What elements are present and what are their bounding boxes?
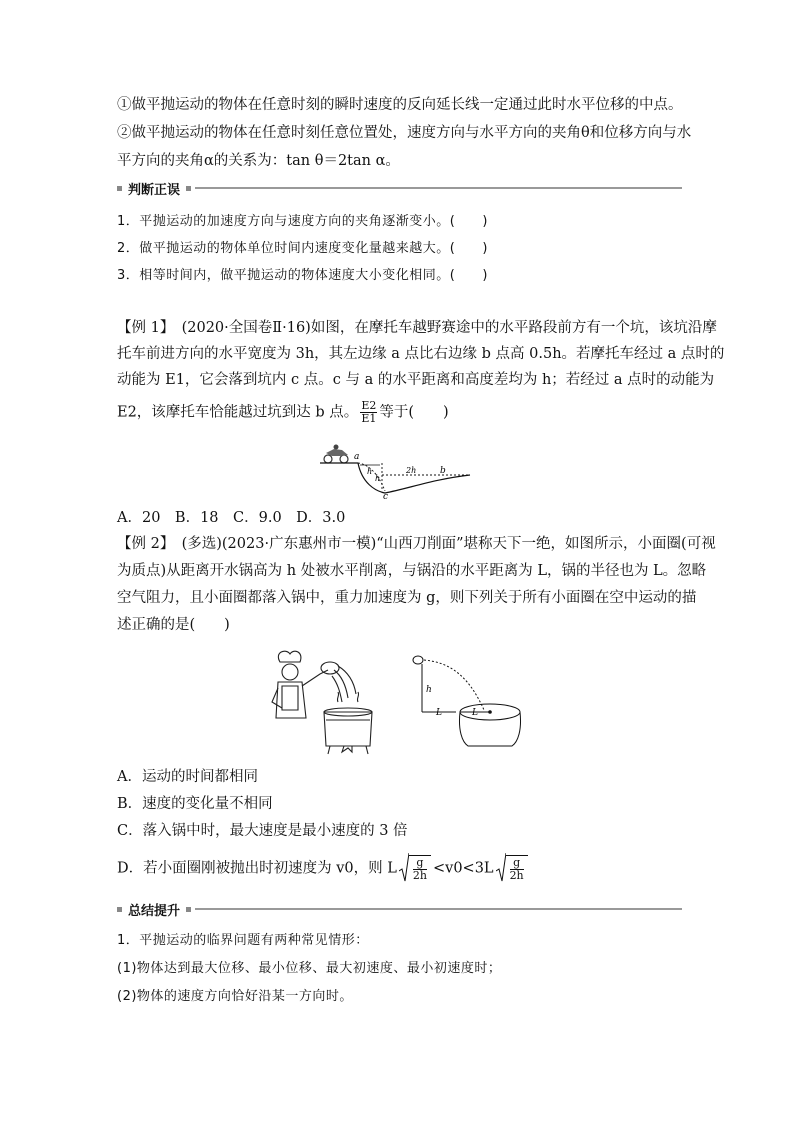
judge-item-2: 2．做平抛运动的物体单位时间内速度变化量越来越大。( ) (117, 241, 488, 256)
sqrt-denominator: 2h (509, 869, 524, 882)
section-header-judge (117, 178, 682, 198)
motorbike-icon (324, 445, 348, 464)
example1-line-1: 【例 1】 (2020·全国卷Ⅱ·16)如图，在摩托车越野赛途中的水平路段前方有一个坑，该坑沿摩 (117, 320, 717, 336)
motorbike-pit-figure (320, 443, 480, 501)
example1-line-3: 动能为 E1，它会落到坑内 c 点。c 与 a 的水平距离和高度差均为 h；若经过 a 点时的动能为 (117, 372, 715, 388)
summary-item-3: (2)物体的速度方向恰好沿某一方向时。 (117, 989, 353, 1004)
summary-item-1: 1．平抛运动的临界问题有两种常见情形： (117, 933, 369, 948)
section-rule (195, 908, 682, 910)
section-title: 判断正误 (128, 182, 181, 198)
example2-option-c: C．落入锅中时，最大速度是最小速度的 3 倍 (117, 823, 408, 839)
example2-line-1: 【例 2】 (多选)(2023·广东惠州市一模)“山西刀削面”堪称天下一绝，如图所示，小面圈(可视 (117, 536, 716, 552)
label-h: h (426, 685, 432, 695)
label-h-vertical: h (375, 474, 381, 483)
judge-item-3: 3．相等时间内，做平抛运动的物体速度大小变化相同。( ) (117, 268, 488, 283)
energy-ratio-fraction (360, 400, 377, 425)
judge-item-1: 1．平抛运动的加速度方向与速度方向的夹角逐渐变小。( ) (117, 214, 488, 229)
sqrt-expression (496, 855, 528, 882)
fraction-denominator: E1 (361, 412, 377, 425)
example1-line-4-pre: E2，该摩托车恰能越过坑到达 b 点。 (117, 404, 359, 421)
label-a: a (354, 452, 360, 462)
summary-item-2: (1)物体达到最大位移、最小位移、最大初速度、最小初速度时； (117, 961, 502, 976)
example2-option-b: B．速度的变化量不相同 (117, 796, 273, 812)
example1-line-4-post: 等于( ) (379, 404, 449, 421)
example2-line-2: 为质点)从距离开水锅高为 h 处被水平削离，与锅沿的水平距离为 L，锅的半径也为 L。忽略 (117, 563, 707, 579)
example1-options: A．20 B．18 C．9.0 D．3.0 (117, 510, 346, 526)
pot-trajectory-diagram (408, 652, 540, 752)
sqrt-numerator: g (510, 857, 524, 870)
example2-option-a: A．运动的时间都相同 (117, 769, 258, 785)
example1-line-2: 托车前进方向的水平宽度为 3h，其左边缘 a 点比右边缘 b 点高 0.5h。若摩托车经过 a 点时的 (117, 346, 725, 362)
sqrt-expression (399, 855, 431, 882)
intro-line-3: 平方向的夹角α的关系为：tan θ＝2tan α。 (117, 153, 400, 169)
sqrt-numerator: g (413, 857, 427, 870)
section-header-summary (117, 899, 682, 919)
label-L-distance: L (436, 708, 442, 718)
label-b: b (440, 466, 446, 476)
radical-icon (399, 853, 409, 883)
fraction-numerator: E2 (361, 399, 377, 412)
chef-noodle-illustration (268, 648, 388, 756)
intro-line-2: ②做平抛运动的物体在任意时刻任意位置处，速度方向与水平方向的夹角θ和位移方向与水 (117, 125, 692, 141)
section-rule (195, 187, 682, 189)
intro-line-1: ①做平抛运动的物体在任意时刻的瞬时速度的反向延长线一定通过此时水平位移的中点。 (117, 97, 683, 113)
option-d-mid: <v0<3L (432, 860, 494, 877)
section-marker-icon (186, 907, 191, 912)
section-marker-icon (186, 186, 191, 191)
example2-line-4: 述正确的是( ) (117, 617, 230, 633)
label-L-radius: L (472, 708, 478, 718)
example2-line-3: 空气阻力，且小面圈都落入锅中，重力加速度为 g，则下列关于所有小面圈在空中运动的描 (117, 590, 697, 606)
option-d-pre: D．若小面圈刚被抛出时初速度为 v0，则 L (117, 860, 397, 877)
section-marker-icon (117, 907, 122, 912)
example2-option-d (117, 855, 682, 882)
sqrt-denominator: 2h (412, 869, 427, 882)
radical-icon (496, 853, 506, 883)
label-2h: 2h (406, 466, 417, 475)
label-h-horizontal: h (367, 467, 373, 476)
example1-line-4 (117, 400, 682, 425)
section-marker-icon (117, 186, 122, 191)
section-title: 总结提升 (128, 903, 181, 919)
label-c: c (383, 492, 389, 501)
